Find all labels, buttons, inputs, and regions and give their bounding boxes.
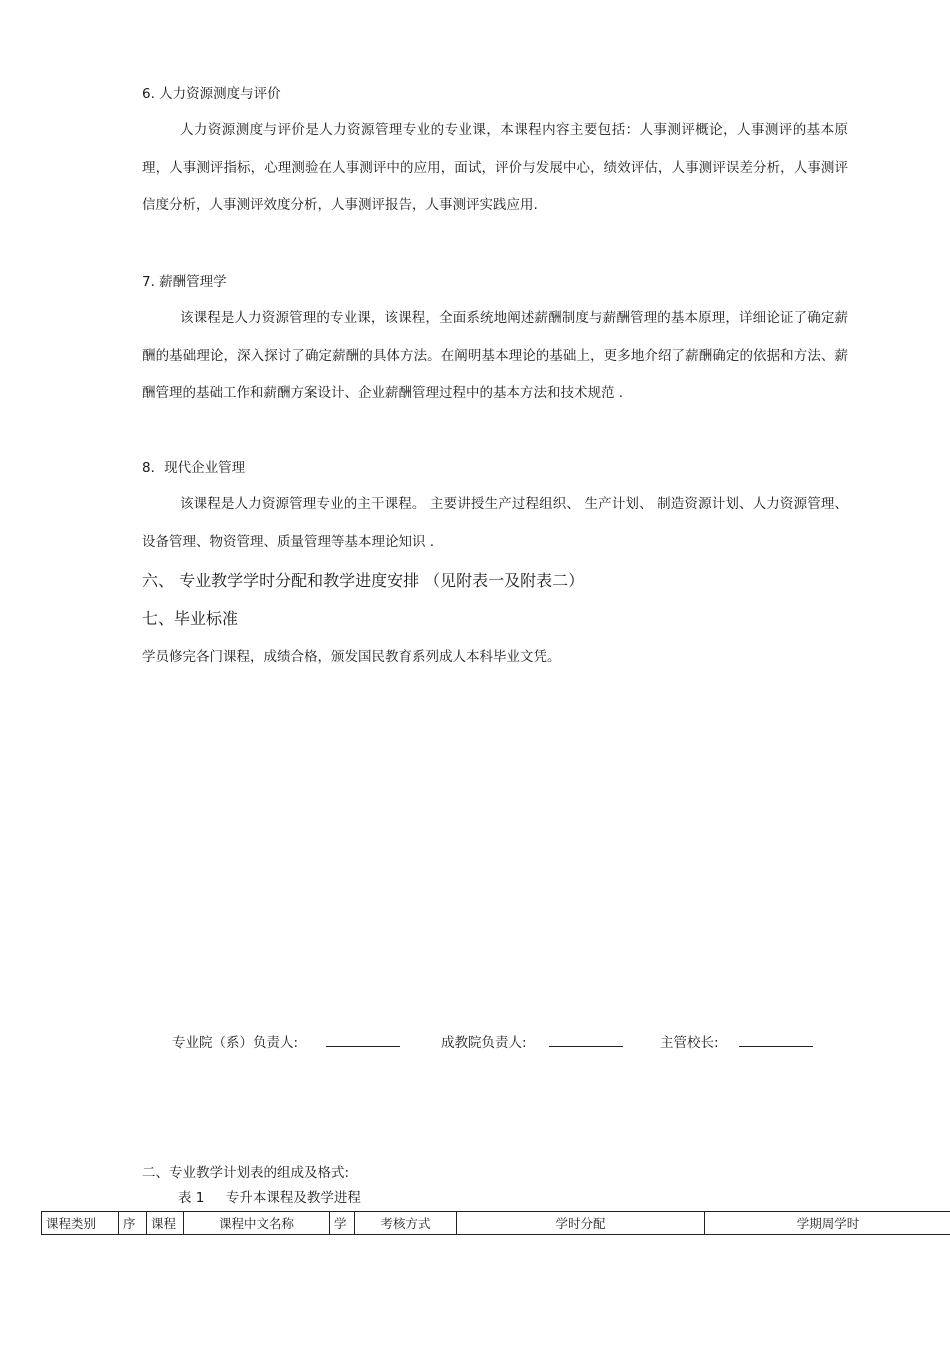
section-6-heading: 6. 人力资源测度与评价 (142, 86, 281, 102)
col-seq: 序 (119, 1212, 147, 1235)
dept-head-label: 专业院（系）负责人: (172, 1035, 299, 1051)
principal-label: 主管校长: (660, 1035, 719, 1051)
section-7-body: 该课程是人力资源管理的专业课，该课程，全面系统地阐述薪酬制度与薪酬管理的基本原理，详细论证了确定薪酬的基础理论，深入探讨了确定薪酬的具体方法。在阐明基本理论的基础上，更多地介绍了薪酬确定的依据和方法、薪酬管理的基础工作和薪酬方案设计、企业薪酬管理过程中的基本方法和技术规范 . (142, 310, 848, 401)
principal-blank (739, 1032, 813, 1047)
chapter-7-heading: 七、毕业标准 (142, 609, 239, 628)
col-course-code: 课程 (147, 1212, 184, 1235)
course-plan-table (41, 1211, 950, 1235)
col-assessment: 考核方式 (355, 1212, 457, 1235)
section-6-body: 人力资源测度与评价是人力资源管理专业的专业课，本课程内容主要包括：人事测评概论，人事测评的基本原理，人事测评指标，心理测验在人事测评中的应用，面试，评价与发展中心，绩效评估，人事测评误差分析，人事测评信度分析，人事测评效度分析，人事测评报告，人事测评实践应用. (142, 122, 848, 213)
dept-head-signature (172, 1032, 400, 1054)
adult-ed-head-label: 成教院负责人: (441, 1035, 527, 1051)
section-7-heading: 7. 薪酬管理学 (142, 274, 227, 290)
col-course-category: 课程类别 (42, 1212, 119, 1235)
section-8-body: 该课程是人力资源管理专业的主干课程。 主要讲授生产过程组织、 生产计划、 制造资源计划、人力资源管理、设备管理、物资管理、质量管理等基本理论知识 . (142, 496, 848, 550)
dept-head-blank (326, 1032, 400, 1047)
col-hours-allocation: 学时分配 (457, 1212, 705, 1235)
plan-intro: 二、专业教学计划表的组成及格式: (142, 1165, 350, 1181)
principal-signature (660, 1032, 813, 1054)
section-8-heading: 8．现代企业管理 (142, 460, 246, 476)
col-weekly-hours: 学期周学时 (705, 1212, 950, 1235)
adult-ed-head-signature (441, 1032, 623, 1054)
table-header-row (42, 1212, 950, 1235)
graduation-standard-text: 学员修完各门课程，成绩合格，颁发国民教育系列成人本科毕业文凭。 (142, 649, 561, 665)
col-credit: 学 (330, 1212, 355, 1235)
col-course-name: 课程中文名称 (184, 1212, 330, 1235)
adult-ed-head-blank (549, 1032, 623, 1047)
table-caption: 表 1 专升本课程及教学进程 (178, 1190, 361, 1206)
chapter-6-heading: 六、 专业教学学时分配和教学进度安排 （见附表一及附表二） (142, 571, 585, 590)
